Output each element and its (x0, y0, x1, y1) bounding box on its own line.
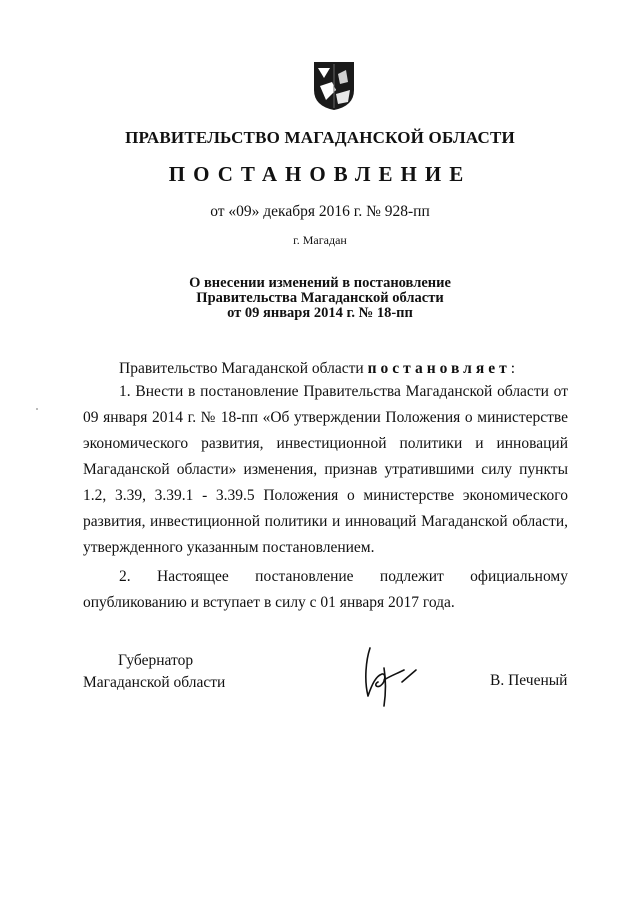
preamble (119, 360, 515, 378)
document-date-number: от «09» декабря 2016 г. № 928-пп (210, 203, 430, 220)
signatory-name: В. Печеный (490, 672, 568, 689)
organization-title: ПРАВИТЕЛЬСТВО МАГАДАНСКОЙ ОБЛАСТИ (125, 128, 515, 147)
signatory-title-line-1: Губернатор (118, 652, 194, 669)
preamble-colon: : (510, 360, 516, 377)
subject-line-1: О внесении изменений в постановление (189, 275, 451, 291)
document-subject (0, 276, 640, 321)
clause-2: 2. Настоящее постановление подлежит официальному опубликованию и вступает в силу с 01 января 2017 года. (83, 568, 568, 611)
preamble-decree-word: постановляет (367, 360, 511, 377)
signatory-title (83, 650, 225, 694)
document-type-title: ПОСТАНОВЛЕНИЕ (168, 162, 472, 186)
handwritten-signature (360, 640, 420, 710)
subject-line-2: Правительства Магаданской области (196, 290, 444, 306)
coat-of-arms-icon (312, 60, 356, 112)
scan-speck (36, 408, 38, 410)
preamble-text: Правительство Магаданской области (119, 360, 368, 377)
clause-1: 1. Внести в постановление Правительства Магаданской области от 09 января 2014 г. № 18-пп «Об утверждении Положения о министерстве экономического развития, инвестиционной политики и инноваций Магаданской области» изменения, признав утратившими силу пункты 1.2, 3.39, 3.39.1 - 3.39.5 Положения о министерстве экономического развития, инвестиционной политики и инноваций Магаданской области, утвержденного указанным постановлением. (83, 383, 568, 556)
document-place: г. Магадан (293, 233, 347, 247)
signatory-title-line-2: Магаданской области (83, 674, 226, 691)
subject-line-3: от 09 января 2014 г. № 18-пп (227, 305, 413, 321)
